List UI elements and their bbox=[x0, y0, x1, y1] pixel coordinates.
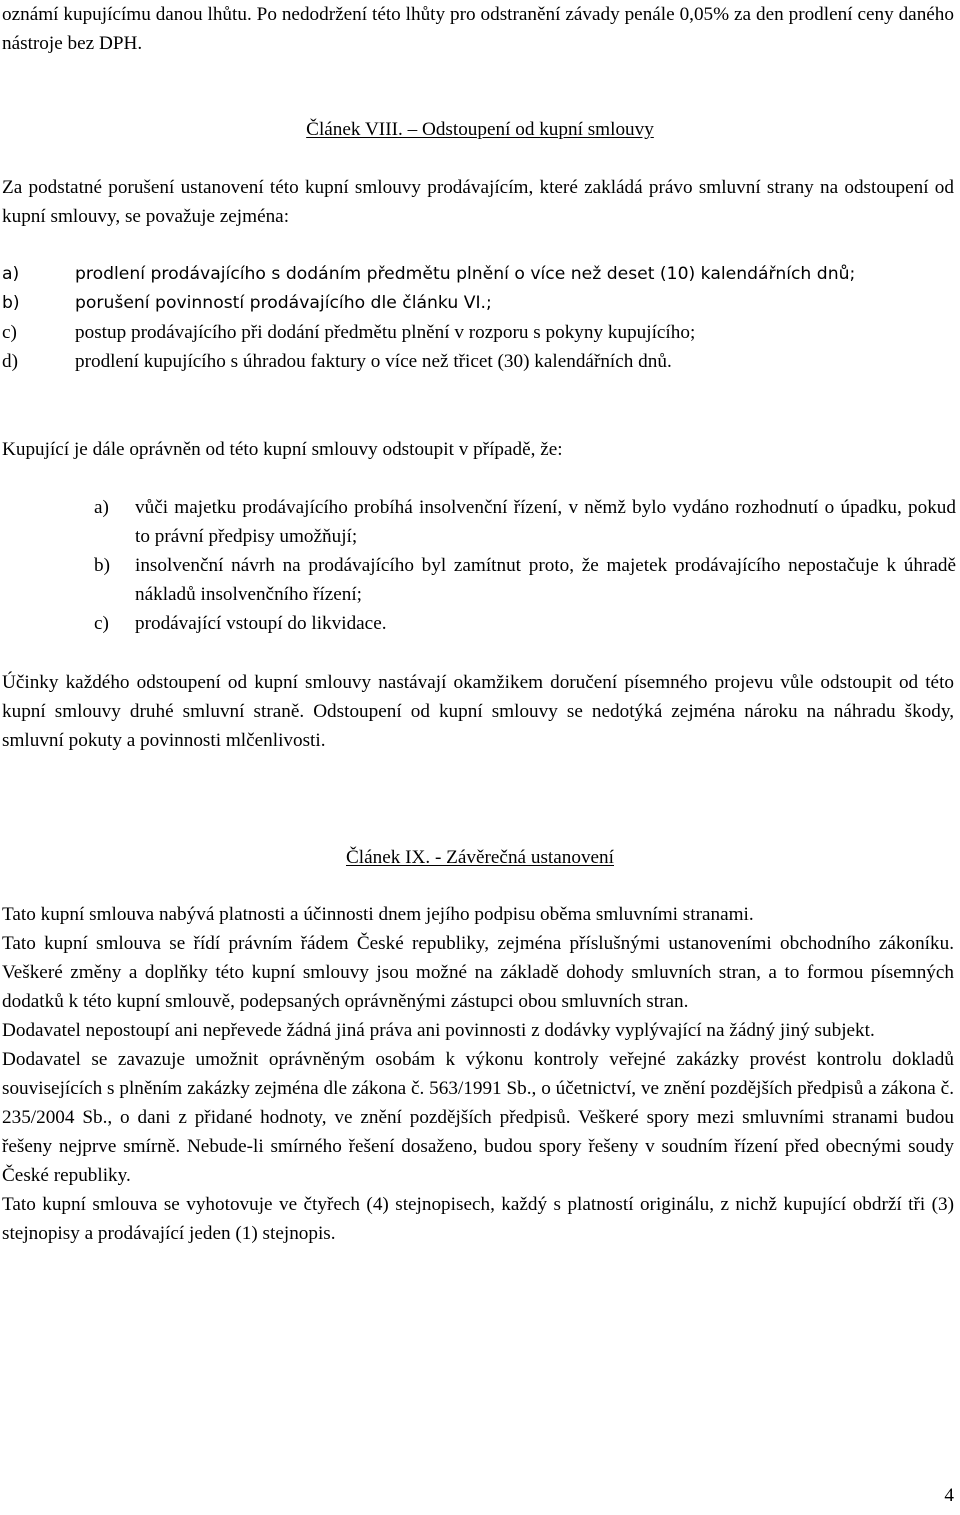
list-item-text: vůči majetku prodávajícího probíhá insolvenční řízení, v němž bylo vydáno rozhodnutí o úpadku, pokud to právní předpisy umožňují; bbox=[135, 497, 956, 547]
list-item-marker: d) bbox=[2, 351, 18, 372]
list-item-text: prodlení kupujícího s úhradou faktury o více než třicet (30) kalendářních dnů. bbox=[75, 351, 672, 372]
article-8-paragraph-2: Kupující je dále oprávněn od této kupní smlouvy odstoupit v případě, že: bbox=[2, 439, 563, 460]
article-9-heading: Článek IX. - Závěrečná ustanovení bbox=[346, 847, 614, 868]
list-item bbox=[94, 551, 956, 609]
article-8-heading: Článek VIII. – Odstoupení od kupní smlouvy bbox=[306, 119, 654, 140]
list-item-marker: b) bbox=[94, 555, 110, 576]
article-9-paragraph-3: Dodavatel nepostoupí ani nepřevede žádná jiná práva ani povinnosti z dodávky vyplývající na žádný jiný subjekt. bbox=[2, 1020, 875, 1041]
list-item bbox=[2, 347, 954, 376]
list-item-text: insolvenční návrh na prodávajícího byl zamítnut proto, že majetek prodávajícího nepostačuje k úhradě nákladů insolvenčního řízení; bbox=[135, 555, 956, 605]
article-8-paragraph-3: Účinky každého odstoupení od kupní smlouvy nastávají okamžikem doručení písemného projevu vůle odstoupit od této kupní smlouvy druhé smluvní straně. Odstoupení od kupní smlouvy se nedotýká zejména nároku na náhradu škody, smluvní pokuty a povinnosti mlčenlivosti. bbox=[2, 672, 954, 751]
list-item bbox=[94, 493, 956, 551]
list-item-marker: a) bbox=[94, 497, 109, 518]
page-number: 4 bbox=[944, 1485, 954, 1506]
intro-paragraph: oznámí kupujícímu danou lhůtu. Po nedodržení této lhůty pro odstranění závady penále 0,05% za den prodlení ceny daného nástroje bez DPH. bbox=[2, 4, 954, 54]
list-item-text: postup prodávajícího při dodání předmětu plnění v rozporu s pokyny kupujícího; bbox=[75, 322, 696, 343]
list-item-text: porušení povinností prodávajícího dle článku VI.; bbox=[75, 293, 492, 313]
list-item-text: prodávající vstoupí do likvidace. bbox=[135, 613, 387, 634]
list-item bbox=[2, 318, 954, 347]
list-item-marker: c) bbox=[94, 613, 109, 634]
list-item-marker: a) bbox=[2, 264, 20, 284]
article-9-paragraph-5: Tato kupní smlouva se vyhotovuje ve čtyřech (4) stejnopisech, každý s platností originálu, z nichž kupující obdrží tři (3) stejnopisy a prodávající jeden (1) stejnopis. bbox=[2, 1194, 954, 1244]
article-9-paragraph-1: Tato kupní smlouva nabývá platnosti a účinnosti dnem jejího podpisu oběma smluvními stranami. bbox=[2, 904, 754, 925]
article-8-list-2 bbox=[94, 493, 956, 638]
list-item bbox=[2, 289, 954, 318]
list-item bbox=[94, 609, 956, 638]
article-8-list-1 bbox=[2, 260, 954, 376]
list-item-text: prodlení prodávajícího s dodáním předmětu plnění o více než deset (10) kalendářních dnů; bbox=[75, 264, 856, 284]
list-item bbox=[2, 260, 954, 289]
article-9-body bbox=[2, 900, 954, 1248]
list-item-marker: b) bbox=[2, 293, 20, 313]
article-8-paragraph-1: Za podstatné porušení ustanovení této kupní smlouvy prodávajícím, které zakládá právo smluvní strany na odstoupení od kupní smlouvy, se považuje zejména: bbox=[2, 177, 954, 227]
list-item-marker: c) bbox=[2, 322, 17, 343]
article-9-paragraph-2: Tato kupní smlouva se řídí právním řádem České republiky, zejména příslušnými ustanoveními obchodního zákoníku. Veškeré změny a doplňky této kupní smlouvy jsou možné na základě dohody smluvních stran, a to formou písemných dodatků k této kupní smlouvě, podepsaných oprávněnými zástupci obou smluvních stran. bbox=[2, 933, 954, 1012]
article-9-paragraph-4: Dodavatel se zavazuje umožnit oprávněným osobám k výkonu kontroly veřejné zakázky provést kontrolu dokladů souvisejících s plněním zakázky zejména dle zákona č. 563/1991 Sb., o účetnictví, ve znění pozdějších předpisů a zákona č. 235/2004 Sb., o dani z přidané hodnoty, ve znění pozdějších předpisů. Veškeré spory mezi smluvními stranami budou řešeny nejprve smírně. Nebude-li smírného řešení dosaženo, budou spory řešeny v soudním řízení před obecnými soudy České republiky. bbox=[2, 1049, 954, 1186]
